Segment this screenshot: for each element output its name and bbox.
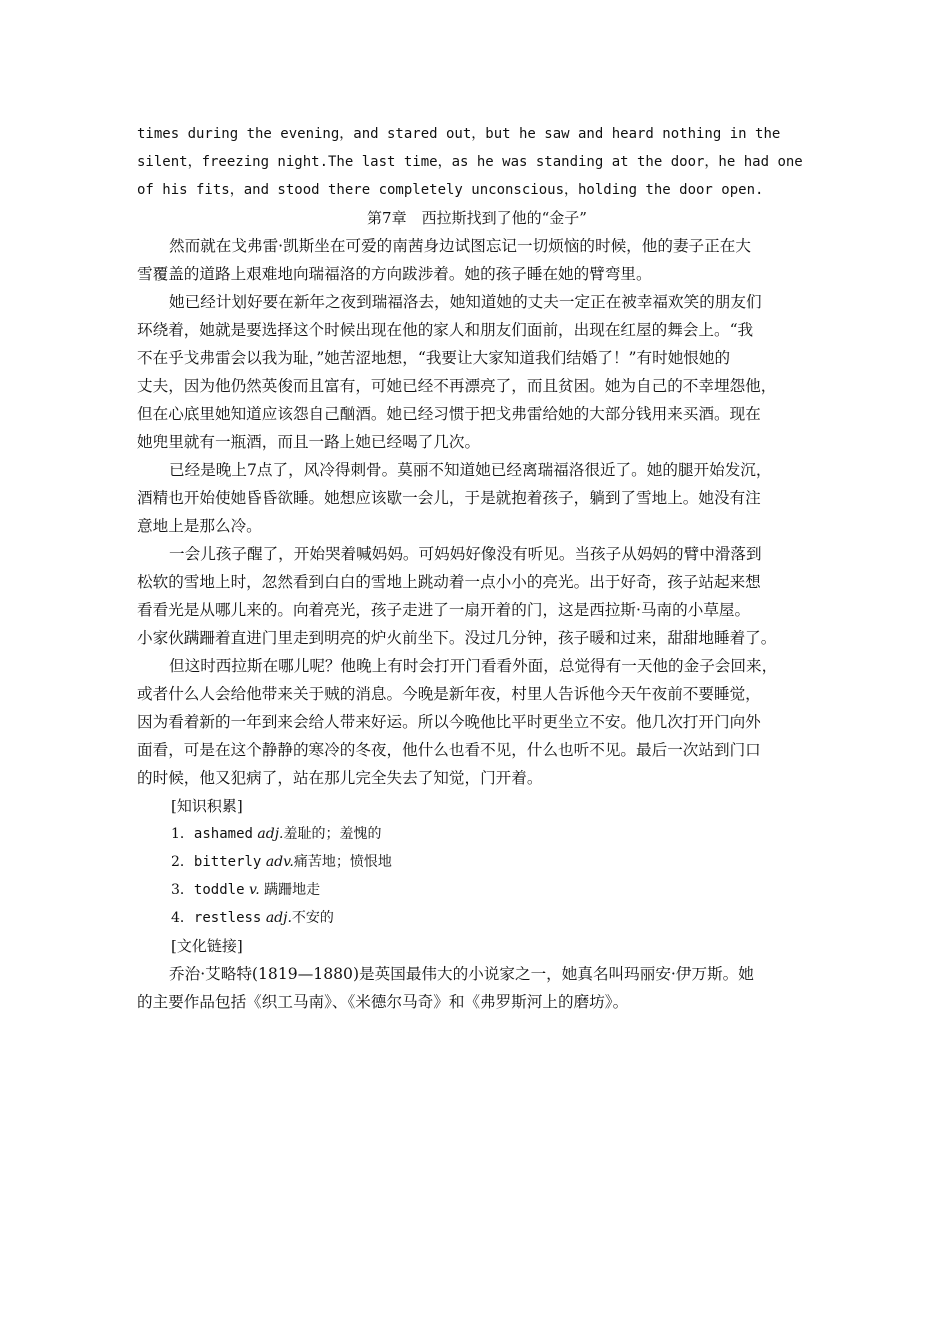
text-line: 她已经计划好要在新年之夜到瑞福洛去，她知道她的丈夫一定正在被幸福欢笑的朋友们 <box>169 293 762 311</box>
document-body <box>137 120 817 1016</box>
vocab-pos: v. <box>248 882 260 898</box>
text-line: 小家伙蹒跚着直进门里走到明亮的炉火前坐下。没过几分钟，孩子暖和过来，甜甜地睡着了。 <box>137 629 777 647</box>
paragraph <box>137 288 817 456</box>
text-line: 的时候，他又犯病了，站在那儿完全失去了知觉，门开着。 <box>137 769 543 787</box>
text-line: 看看光是从哪儿来的。向着亮光，孩子走进了一扇开着的门，这是西拉斯·马南的小草屋。 <box>137 601 751 619</box>
text-line: 已经是晚上7点了，风冷得刺骨。莫丽不知道她已经离瑞福洛很近了。她的腿开始发沉， <box>169 461 772 479</box>
text-line: 丈夫，因为他仍然英俊而且富有，可她已经不再漂亮了，而且贫困。她为自己的不幸埋怨他， <box>137 377 777 395</box>
text-line: 意地上是那么冷。 <box>137 517 262 535</box>
paragraph <box>137 456 817 540</box>
vocab-number: 4． <box>171 910 194 926</box>
text-line: times during the evening，and stared out，but he saw and heard nothing in the <box>137 126 781 142</box>
vocab-pos: adj. <box>257 826 284 842</box>
vocab-item <box>137 876 817 904</box>
text-line: 的主要作品包括《织工马南》、《米德尔马奇》和《弗罗斯河上的磨坊》。 <box>137 993 629 1011</box>
vocab-item <box>137 848 817 876</box>
paragraph <box>137 652 817 792</box>
text-line: 她兜里就有一瓶酒，而且一路上她已经喝了几次。 <box>137 433 481 451</box>
vocab-meaning: 蹒跚地走 <box>264 882 321 898</box>
text-line: of his fits，and stood there completely unconscious，holding the door open. <box>137 182 764 198</box>
text-line: 不在乎戈弗雷会以我为耻，”她苦涩地想，“我要让大家知道我们结婚了！”有时她恨她的 <box>137 349 731 367</box>
text-line: 一会儿孩子醒了，开始哭着喊妈妈。可妈妈好像没有听见。当孩子从妈妈的臂中滑落到 <box>169 545 762 563</box>
text-line: 环绕着，她就是要选择这个时候出现在他的家人和朋友们面前，出现在红屋的舞会上。“我 <box>137 321 754 339</box>
text-line: 因为看着新的一年到来会给人带来好运。所以今晚他比平时更坐立不安。他几次打开门向外 <box>137 713 761 731</box>
chapter-title: 第7章 西拉斯找到了他的“金子” <box>367 209 587 227</box>
paragraph <box>137 540 817 652</box>
vocab-meaning: 不安的 <box>291 910 334 926</box>
text-line: 乔治·艾略特(1819—1880)是英国最伟大的小说家之一，她真名叫玛丽安·伊万斯。她 <box>169 965 754 983</box>
text-line: 雪覆盖的道路上艰难地向瑞福洛的方向跋涉着。她的孩子睡在她的臂弯里。 <box>137 265 652 283</box>
vocab-item <box>137 820 817 848</box>
text-line: 面看，可是在这个静静的寒冷的冬夜，他什么也看不见，什么也听不见。最后一次站到门口 <box>137 741 761 759</box>
text-line: 酒精也开始使她昏昏欲睡。她想应该歇一会儿，于是就抱着孩子，躺到了雪地上。她没有注 <box>137 489 761 507</box>
vocab-word: restless <box>193 910 262 926</box>
vocab-word: ashamed <box>193 826 253 842</box>
text-line: 但在心底里她知道应该怨自己酗酒。她已经习惯于把戈弗雷给她的大部分钱用来买酒。现在 <box>137 405 761 423</box>
vocab-word: bitterly <box>193 854 262 870</box>
vocab-pos: adj. <box>265 910 292 926</box>
vocab-word: toddle <box>193 882 245 898</box>
text-line: 然而就在戈弗雷·凯斯坐在可爱的南茜身边试图忘记一切烦恼的时候，他的妻子正在大 <box>169 237 751 255</box>
vocab-number: 3． <box>171 882 194 898</box>
vocab-meaning: 痛苦地；愤恨地 <box>293 854 392 870</box>
text-line: silent，freezing night.The last time，as he was standing at the door，he had one <box>137 154 803 170</box>
culture-section-label: [文化链接] <box>171 937 243 955</box>
paragraph <box>137 232 817 288</box>
english-tail-paragraph <box>137 120 817 204</box>
text-line: 松软的雪地上时，忽然看到白白的雪地上跳动着一点小小的亮光。出于好奇，孩子站起来想 <box>137 573 761 591</box>
culture-paragraph <box>137 960 817 1016</box>
vocab-pos: adv. <box>265 854 294 870</box>
text-line: 但这时西拉斯在哪儿呢？他晚上有时会打开门看看外面，总觉得有一天他的金子会回来， <box>169 657 778 675</box>
vocab-number: 2． <box>171 854 194 870</box>
text-line: 或者什么人会给他带来关于贼的消息。今晚是新年夜，村里人告诉他今天午夜前不要睡觉， <box>137 685 761 703</box>
vocab-meaning: 羞耻的；羞愧的 <box>283 826 382 842</box>
vocab-item <box>137 904 817 932</box>
knowledge-section-label: [知识积累] <box>171 797 243 815</box>
vocab-number: 1． <box>171 826 194 842</box>
